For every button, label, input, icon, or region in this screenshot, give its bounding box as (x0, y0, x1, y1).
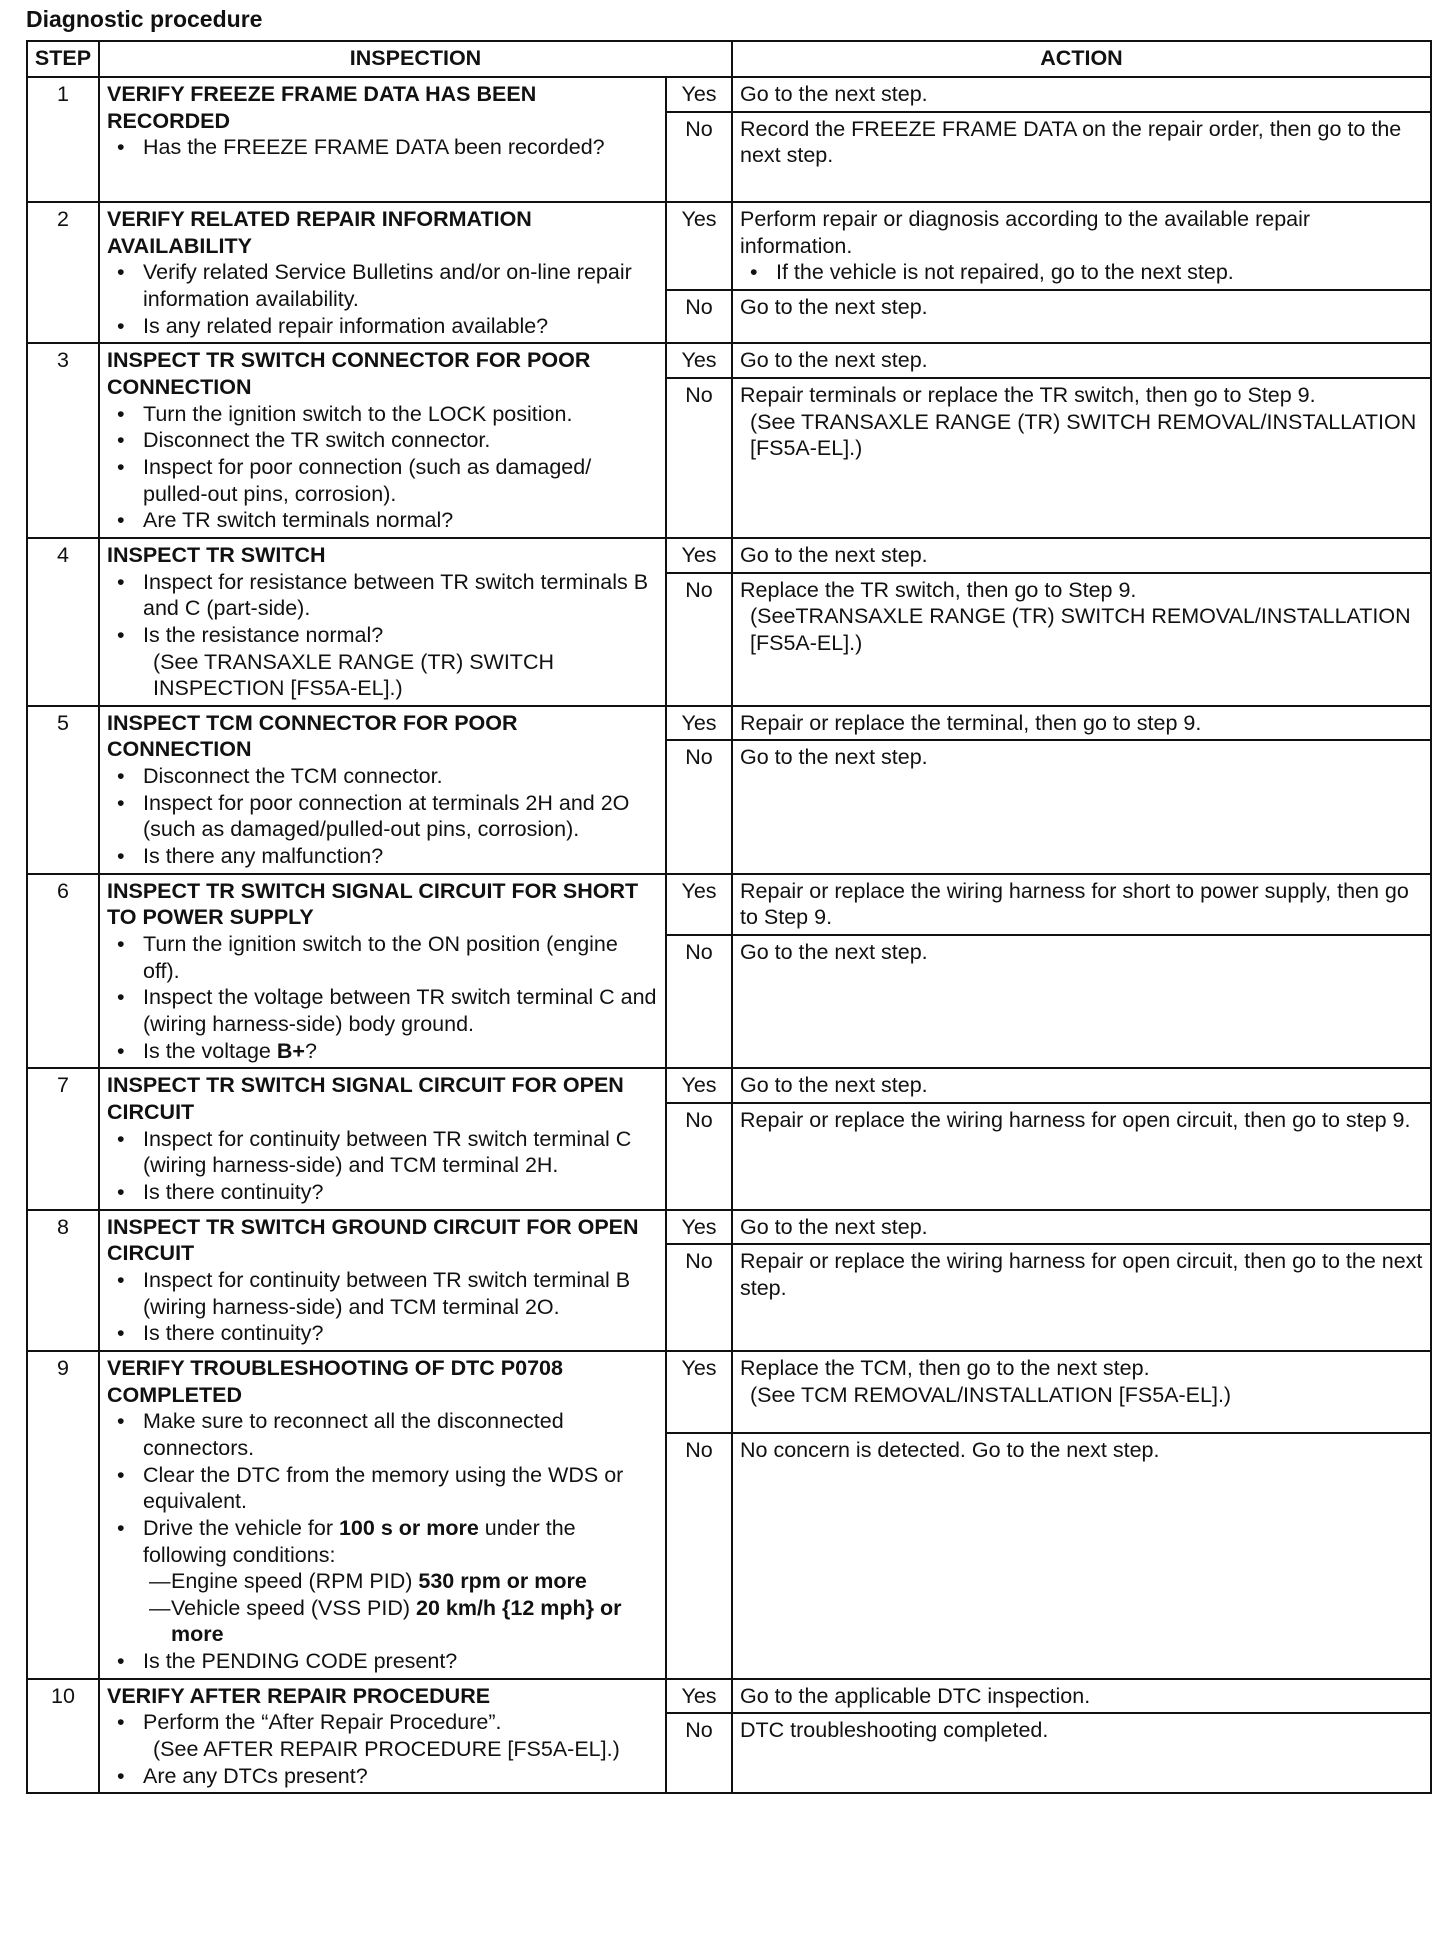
condition-text: Vehicle speed (VSS PID) (171, 1595, 416, 1620)
inspection-bullet: • Make sure to reconnect all the disconnected connectors. (107, 1408, 658, 1461)
action-no-cell (732, 378, 1431, 538)
action-yes-cell (732, 202, 1431, 290)
table-row (27, 1210, 1431, 1245)
inspection-bullet-voltage (107, 1038, 658, 1065)
table-row (27, 874, 1431, 935)
action-yes: Replace the TCM, then go to the next step. (740, 1355, 1150, 1380)
inspection-bullet-with-ref (107, 622, 658, 702)
inspection-title: INSPECT TR SWITCH GROUND CIRCUIT FOR OPEN CIRCUIT (107, 1214, 639, 1266)
no-label: No (666, 573, 732, 706)
bullet-bold: B+ (276, 1038, 305, 1063)
no-label: No (666, 1713, 732, 1793)
action-no-cell (732, 573, 1431, 706)
step-number: 4 (27, 538, 99, 706)
no-label: No (666, 1103, 732, 1210)
yes-label: Yes (666, 202, 732, 290)
action-yes: Perform repair or diagnosis according to the available repair information. (740, 207, 1311, 258)
action-no: Repair terminals or replace the TR switch, then go to Step 9. (740, 382, 1316, 407)
step-number: 6 (27, 874, 99, 1069)
inspection-title: INSPECT TR SWITCH SIGNAL CIRCUIT FOR OPEN CIRCUIT (107, 1073, 624, 1124)
inspection-title: VERIFY TROUBLESHOOTING OF DTC P0708 COMPLETED (107, 1355, 563, 1407)
action-yes: Repair or replace the wiring harness for short to power supply, then go to Step 9. (732, 874, 1431, 935)
action-yes: Go to the next step. (732, 538, 1431, 573)
inspection-bullet-drive (107, 1515, 658, 1648)
action-yes: Go to the next step. (732, 1068, 1431, 1103)
action-yes: Go to the applicable DTC inspection. (732, 1679, 1431, 1714)
no-label: No (666, 112, 732, 202)
inspection-bullet: • Has the FREEZE FRAME DATA been recorded? (107, 134, 658, 161)
table-row (27, 706, 1431, 741)
step-number: 7 (27, 1068, 99, 1209)
table-row (27, 77, 1431, 112)
inspection-bullet: • Verify related Service Bulletins and/or on-line repair information availability. (107, 259, 658, 312)
inspection-cell (99, 874, 666, 1069)
action-no: Go to the next step. (732, 935, 1431, 1068)
inspection-title: VERIFY AFTER REPAIR PROCEDURE (107, 1683, 491, 1708)
inspection-title: INSPECT TCM CONNECTOR FOR POOR CONNECTION (107, 710, 518, 762)
inspection-title: INSPECT TR SWITCH CONNECTOR FOR POOR CONNECTION (107, 348, 591, 399)
inspection-cell (99, 706, 666, 874)
yes-label: Yes (666, 1351, 732, 1433)
action-reference: (See TRANSAXLE RANGE (TR) SWITCH REMOVAL/INSTALLATION [FS5A-EL].) (750, 409, 1417, 461)
condition-text: Engine speed (RPM PID) (171, 1569, 419, 1594)
inspection-cell (99, 202, 666, 343)
inspection-bullet: • Clear the DTC from the memory using the WDS or equivalent. (107, 1462, 658, 1515)
diagnostic-table (26, 40, 1432, 1794)
inspection-bullet: • Perform the “After Repair Procedure”. (143, 1710, 502, 1735)
yes-label: Yes (666, 343, 732, 378)
inspection-bullet: • Inspect the voltage between TR switch terminal C and (wiring harness-side) body ground. (107, 984, 658, 1037)
no-label: No (666, 290, 732, 343)
table-row (27, 538, 1431, 573)
table-row (27, 202, 1431, 290)
yes-label: Yes (666, 706, 732, 741)
header-step: STEP (27, 41, 99, 77)
inspection-bullet: • Inspect for continuity between TR switch terminal C (wiring harness-side) and TCM terminal 2H. (107, 1126, 658, 1179)
table-row (27, 343, 1431, 378)
inspection-title: VERIFY FREEZE FRAME DATA HAS BEEN RECORDED (107, 82, 537, 133)
no-label: No (666, 378, 732, 538)
table-row (27, 1068, 1431, 1103)
inspection-bullet: • Inspect for resistance between TR switch terminals B and C (part-side). (107, 569, 658, 622)
table-row (27, 1679, 1431, 1714)
no-label: No (666, 1244, 732, 1351)
action-yes: Repair or replace the terminal, then go to step 9. (732, 706, 1431, 741)
inspection-title: INSPECT TR SWITCH (107, 542, 326, 567)
yes-label: Yes (666, 874, 732, 935)
step-number: 10 (27, 1679, 99, 1794)
action-no: Repair or replace the wiring harness for open circuit, then go to step 9. (732, 1103, 1431, 1210)
bullet-text: Drive the vehicle for (143, 1515, 339, 1540)
inspection-bullet: • Is there continuity? (107, 1320, 658, 1347)
inspection-cell (99, 343, 666, 538)
no-label: No (666, 935, 732, 1068)
yes-label: Yes (666, 1210, 732, 1245)
action-no: Replace the TR switch, then go to Step 9. (740, 577, 1137, 602)
step-number: 9 (27, 1351, 99, 1679)
bullet-text: ? (304, 1038, 317, 1063)
bullet-text: Is the voltage (143, 1038, 277, 1063)
condition-item (143, 1595, 658, 1648)
action-no: Record the FREEZE FRAME DATA on the repair order, then go to the next step. (732, 112, 1431, 202)
inspection-bullet: • Turn the ignition switch to the LOCK position. (107, 401, 658, 428)
header-action: ACTION (732, 41, 1431, 77)
inspection-bullet: • Inspect for poor connection (such as damaged/ pulled-out pins, corrosion). (107, 454, 658, 507)
inspection-title: INSPECT TR SWITCH SIGNAL CIRCUIT FOR SHORT TO POWER SUPPLY (107, 878, 639, 930)
no-label: No (666, 1433, 732, 1679)
action-no: DTC troubleshooting completed. (732, 1713, 1431, 1793)
inspection-cell (99, 1679, 666, 1794)
inspection-bullet: • Is any related repair information available? (107, 313, 658, 340)
yes-label: Yes (666, 77, 732, 112)
page-title: Diagnostic procedure (26, 6, 263, 32)
condition-item (143, 1568, 658, 1595)
action-yes-cell (732, 1351, 1431, 1433)
action-reference: (See TCM REMOVAL/INSTALLATION [FS5A-EL].) (750, 1382, 1232, 1407)
step-number: 2 (27, 202, 99, 343)
inspection-cell (99, 1351, 666, 1679)
bullet-bold: 100 s or more (338, 1515, 479, 1540)
yes-label: Yes (666, 1679, 732, 1714)
bullet-text: under the following conditions: (143, 1515, 576, 1567)
header-inspection: INSPECTION (99, 41, 732, 77)
condition-bold: 20 km/h {12 mph} or more (171, 1595, 622, 1647)
table-header-row (27, 41, 1431, 77)
inspection-cell (99, 538, 666, 706)
action-no: No concern is detected. Go to the next step. (732, 1433, 1431, 1679)
action-no: Go to the next step. (732, 290, 1431, 343)
inspection-bullet: • Inspect for continuity between TR switch terminal B (wiring harness-side) and TCM terminal 2O. (107, 1267, 658, 1320)
action-no: Go to the next step. (732, 740, 1431, 873)
action-yes: Go to the next step. (732, 77, 1431, 112)
condition-bold: 530 rpm or more (418, 1569, 587, 1594)
yes-label: Yes (666, 538, 732, 573)
inspection-reference: (See AFTER REPAIR PROCEDURE [FS5A-EL].) (153, 1737, 620, 1762)
inspection-bullet-with-ref (107, 1709, 658, 1762)
inspection-cell (99, 1068, 666, 1209)
no-label: No (666, 740, 732, 873)
step-number: 5 (27, 706, 99, 874)
inspection-bullet: • Is there any malfunction? (107, 843, 658, 870)
inspection-bullet: • Is the resistance normal? (143, 622, 384, 647)
inspection-cell (99, 1210, 666, 1351)
action-reference: (SeeTRANSAXLE RANGE (TR) SWITCH REMOVAL/INSTALLATION [FS5A-EL].) (750, 604, 1411, 655)
step-number: 1 (27, 77, 99, 202)
step-number: 8 (27, 1210, 99, 1351)
inspection-bullet: • Inspect for poor connection at terminals 2H and 2O (such as damaged/pulled-out pins, corrosion). (107, 790, 658, 843)
inspection-bullet: • Disconnect the TR switch connector. (107, 427, 658, 454)
inspection-bullet: • Turn the ignition switch to the ON position (engine off). (107, 931, 658, 984)
inspection-reference: (See TRANSAXLE RANGE (TR) SWITCH INSPECTION [FS5A-EL].) (153, 649, 554, 701)
action-yes: Go to the next step. (732, 343, 1431, 378)
table-row (27, 1351, 1431, 1433)
inspection-bullet: • Is the PENDING CODE present? (107, 1648, 658, 1675)
inspection-bullet: • Is there continuity? (107, 1179, 658, 1206)
action-bullet: • If the vehicle is not repaired, go to the next step. (740, 259, 1423, 286)
inspection-bullet: • Are TR switch terminals normal? (107, 507, 658, 534)
inspection-bullet: • Are any DTCs present? (107, 1763, 658, 1790)
inspection-title: VERIFY RELATED REPAIR INFORMATION AVAILABILITY (107, 207, 532, 258)
yes-label: Yes (666, 1068, 732, 1103)
step-number: 3 (27, 343, 99, 538)
inspection-cell (99, 77, 666, 202)
action-yes: Go to the next step. (732, 1210, 1431, 1245)
inspection-bullet: • Disconnect the TCM connector. (107, 763, 658, 790)
action-no: Repair or replace the wiring harness for open circuit, then go to the next step. (732, 1244, 1431, 1351)
